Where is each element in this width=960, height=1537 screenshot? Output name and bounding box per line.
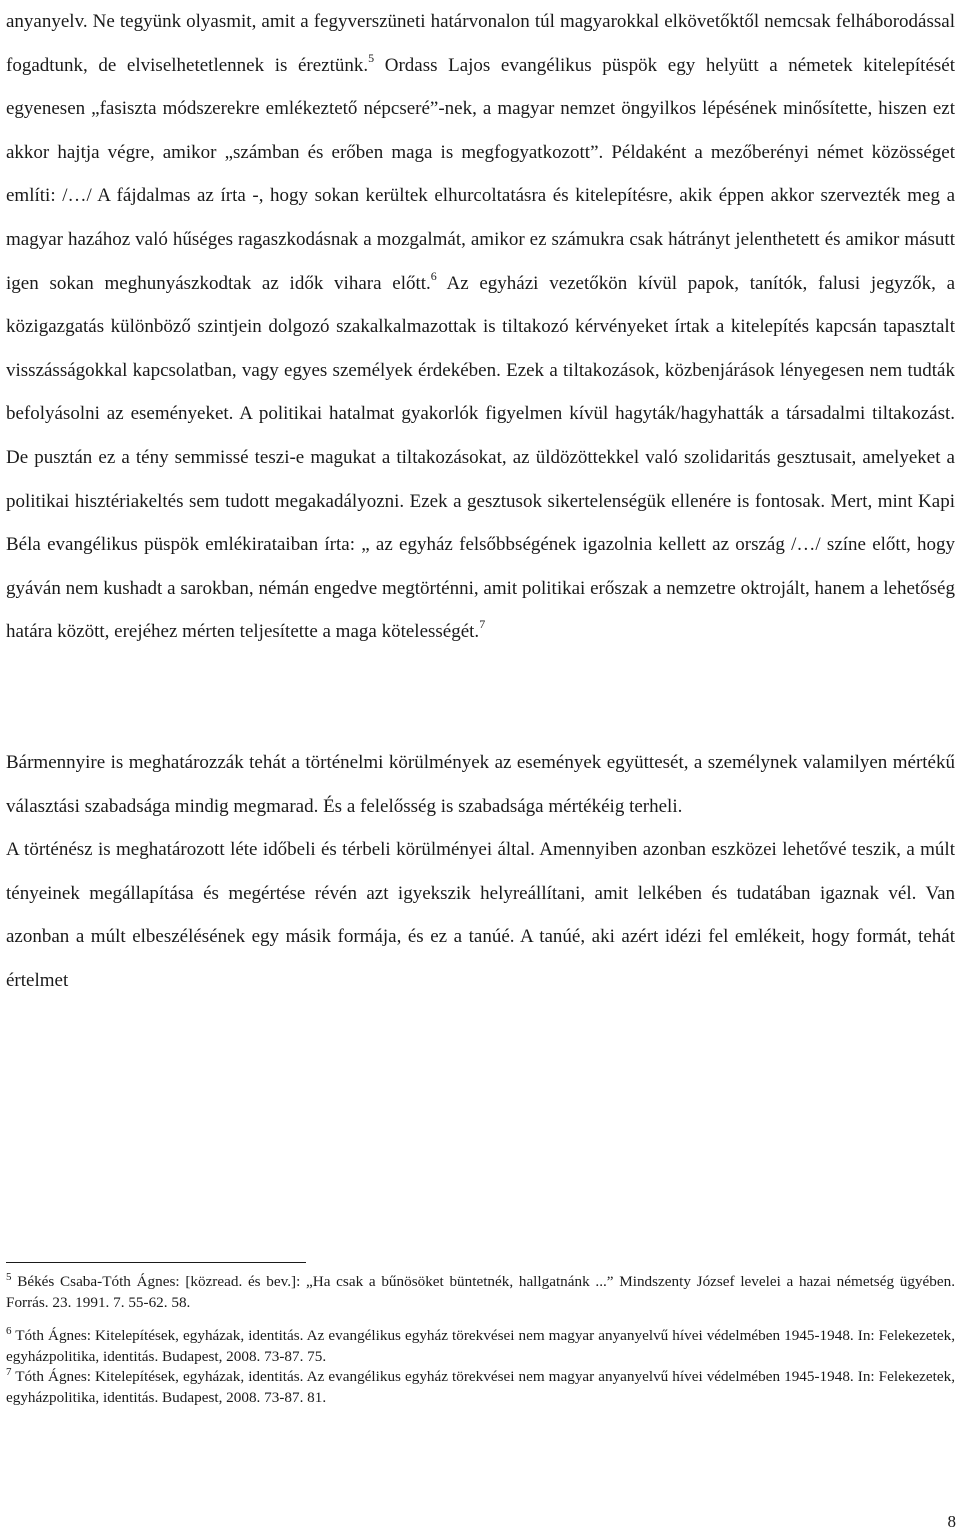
- footnote: [6, 1272, 955, 1313]
- paragraph-gap: [6, 654, 955, 741]
- footnote-number: 6: [6, 1325, 12, 1337]
- paragraph: [6, 828, 955, 1002]
- footnote-text: Tóth Ágnes: Kitelepítések, egyházak, identitás. Az evangélikus egyház törekvései nem magyar anyanyelvű hívei védelmében 1945-1948. In: Felekezetek, egyházpolitika, identitás. Budapest, 2008. 73-87. 75.: [6, 1327, 955, 1365]
- text-segment: Ordass Lajos evangélikus püspök egy helyütt a németek kitelepítését egyenesen „fasiszta módszerekre emlékeztető népcseré”-nek, a magyar nemzet öngyilkos lépésének minősítette, hiszen ezt akkor hajtja végre, amikor „számban és erőben maga is megfogyatkozott”. Példaként a mezőberényi német közösséget említi: /…/ A fájdalmas az írta -, hogy sokan kerültek elhurcoltatásra és kitelepítésre, akik éppen akkor szervezték meg a magyar hazához való hűséges ragaszkodásnak a mozgalmát, amikor ez számukra csak hátrányt jelenthetett és amikor másutt igen sokan meghunyászkodtak az idők vihara előtt.: [6, 54, 956, 294]
- footnote-text: Tóth Ágnes: Kitelepítések, egyházak, identitás. Az evangélikus egyház törekvései nem magyar anyanyelvű hívei védelmében 1945-1948. In: Felekezetek, egyházpolitika, identitás. Budapest, 2008. 73-87. 81.: [6, 1368, 955, 1406]
- footnote-reference: 7: [479, 617, 486, 632]
- page-number: 8: [947, 1512, 956, 1531]
- footnote-separator: [6, 1262, 306, 1263]
- page-body: [6, 0, 955, 1002]
- footnote-gap: [6, 1313, 955, 1326]
- footnote: [6, 1367, 955, 1408]
- paragraph: [6, 0, 955, 654]
- text-segment: A történész is meghatározott léte időbeli és térbeli körülményei által. Amennyiben azonban eszközei lehetővé teszik, a múlt tényeinek megállapítása és megértése révén azt igyekszik helyreállítani, amit lelkében és tudatában igaznak vél. Van azonban a múlt elbeszélésének egy másik formája, és ez a tanúé. A tanúé, aki azért idézi fel emlékeit, hogy formát, tehát értelmet: [6, 839, 955, 991]
- footnote: [6, 1326, 955, 1367]
- paragraph: [6, 741, 955, 828]
- footnote-reference: 5: [368, 50, 375, 65]
- footnote-number: 7: [6, 1366, 12, 1378]
- text-segment: Az egyházi vezetőkön kívül papok, tanítók, falusi jegyzők, a közigazgatás különböző szintjein dolgozó szakalkalmazottak is tiltakozó kérvényeket írtak a kitelepítés kapcsán tapasztalt visszásságokkal kapcsolatban, vagy egyes személyek érdekében. Ezek a tiltakozások, közbenjárások lényegesen nem tudták befolyásolni az eseményeket. A politikai hatalmat gyakorlók figyelmen kívül hagyták/hagyhatták a társadalmi tiltakozást. De pusztán ez a tény semmissé teszi-e magukat a tiltakozásokat, az üldözöttekkel való szolidaritás gesztusait, amelyeket a politikai hisztériakeltés sem tudott megakadályozni. Ezek a gesztusok sikertelenségük ellenére is fontosak. Mert, mint Kapi Béla evangélikus püspök emlékirataiban írta: „ az egyház felsőbbségének igazolnia kellett az ország /…/ színe előtt, hogy gyáván nem kushadt a sarokban, némán engedve megtörténni, amit politikai erőszak a nemzetre oktrojált, hanem a lehetőség határa között, erejéhez mérten teljesítette a maga kötelességét.: [6, 272, 955, 643]
- footnotes: [6, 1272, 955, 1408]
- footnote-number: 5: [6, 1271, 12, 1283]
- footnote-reference: 6: [430, 268, 437, 283]
- text-segment: Bármennyire is meghatározzák tehát a történelmi körülmények az események együttesét, a személynek valamilyen mértékű választási szabadsága mindig megmarad. És a felelősség is szabadsága mértékéig terheli.: [6, 751, 955, 817]
- footnote-text: Békés Csaba-Tóth Ágnes: [közread. és bev.]: „Ha csak a bűnösöket büntetnék, hallgatnánk ...” Mindszenty József levelei a hazai németség ügyében. Forrás. 23. 1991. 7. 55-62. 58.: [6, 1273, 955, 1311]
- main-text: [6, 0, 955, 1002]
- text-segment: anyanyelv. Ne tegyünk olyasmit, amit a fegyverszüneti határvonalon túl magyarokkal elkövetőktől nemcsak felháborodással fogadtunk, de elviselhetetlennek is éreztünk.: [6, 11, 955, 76]
